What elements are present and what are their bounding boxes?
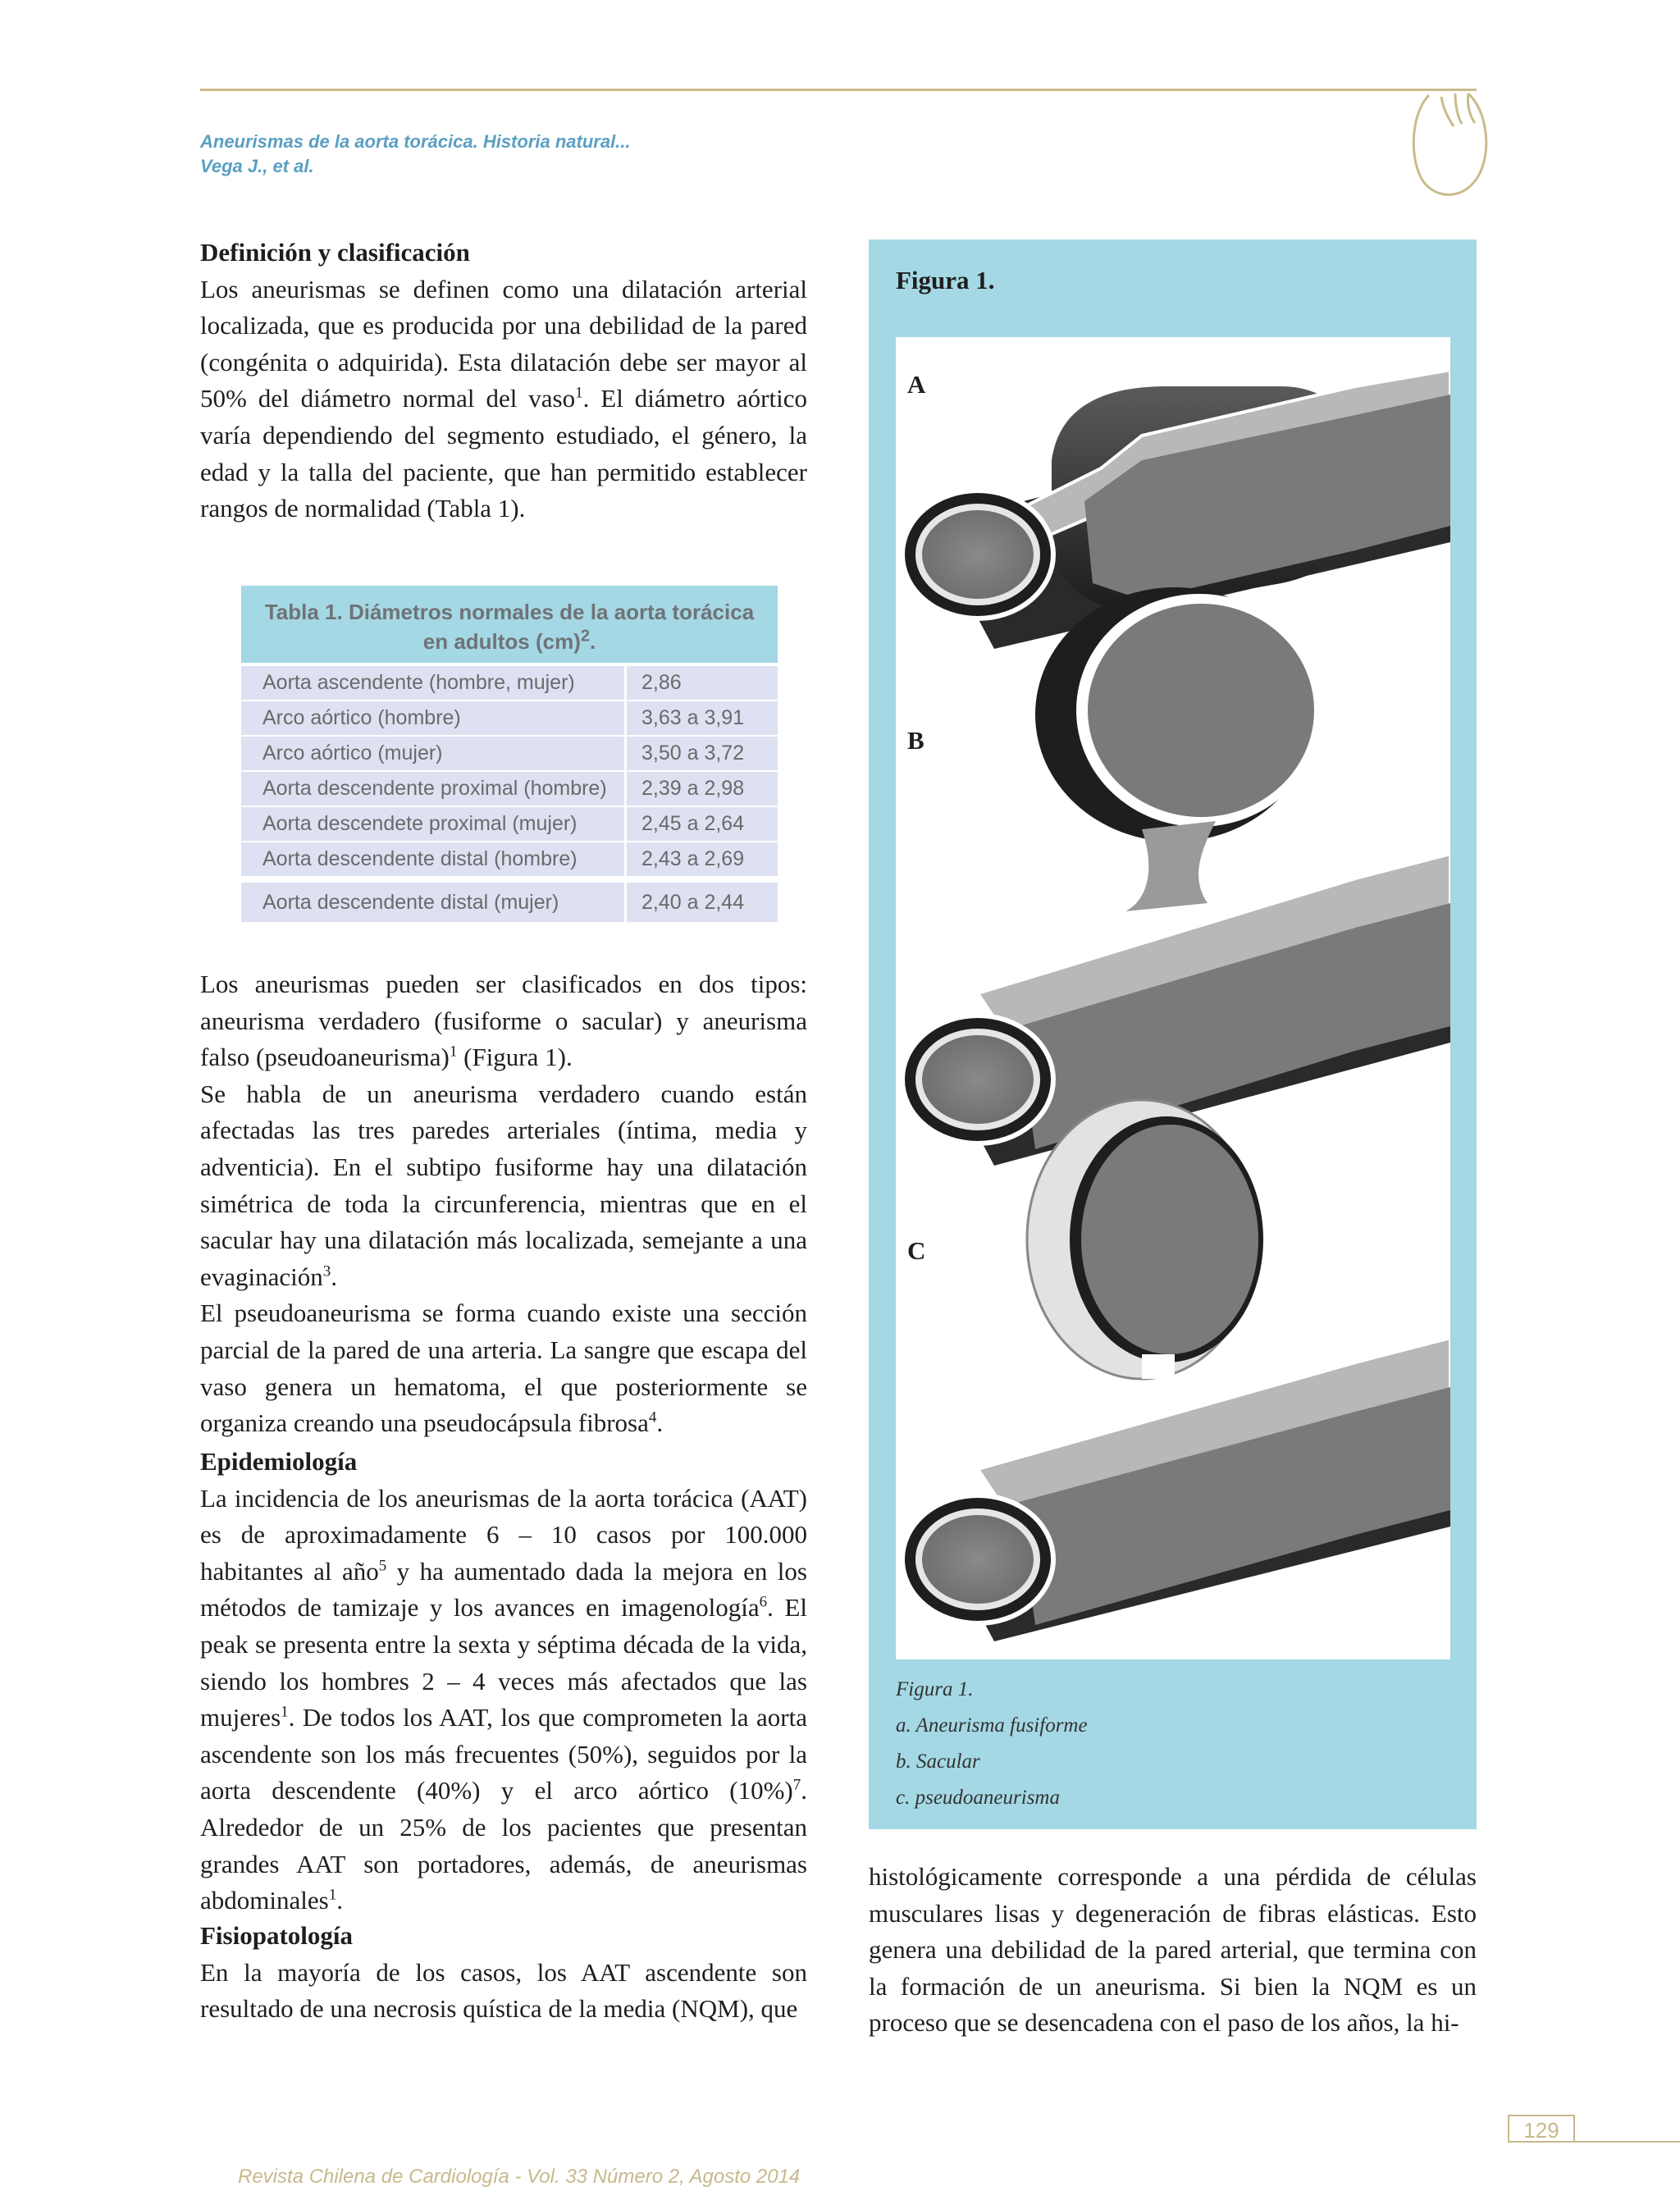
paragraph-fisiopatologia: En la mayoría de los casos, los AAT ascendente son resultado de una necrosis quística de la media (NQM), que	[200, 1957, 807, 2024]
header-rule	[200, 89, 1477, 91]
heading-definicion: Definición y clasificación	[200, 238, 470, 267]
running-authors: Vega J., et al.	[200, 156, 314, 176]
table-1-title: Tabla 1. Diámetros normales de la aorta torácica en adultos (cm)$^2$.	[241, 586, 778, 663]
figure-1-caption: Figura 1. a. Aneurisma fusiforme b. Sacular c. pseudoaneurisma	[896, 1678, 1088, 1809]
running-header	[200, 130, 631, 179]
panel-c-pseudoaneurysm	[902, 1100, 1450, 1641]
footer-rule	[1575, 2141, 1680, 2143]
table-row: Aorta descendete proximal (mujer) 2,45 a 2,64	[241, 807, 778, 842]
table-row: Aorta ascendente (hombre, mujer) 2,86	[241, 666, 778, 701]
heading-fisiopatologia: Fisiopatología	[200, 1921, 354, 1950]
section-definicion	[200, 235, 807, 527]
panel-label-a: A	[907, 370, 926, 399]
running-title: Aneurismas de la aorta torácica. Historia natural...	[200, 131, 631, 152]
panel-label-b: B	[907, 726, 924, 755]
panel-b-saccular	[902, 587, 1450, 1166]
table-row: Aorta descendente proximal (hombre) 2,39 a 2,98	[241, 772, 778, 807]
table-row: Aorta descendente distal (hombre) 2,43 a 2,69	[241, 842, 778, 878]
figure-1-illustration	[896, 337, 1450, 1659]
figure-1-title: Figura 1.	[896, 266, 995, 294]
table-1	[241, 586, 778, 922]
journal-footer: Revista Chilena de Cardiología - Vol. 33 Número 2, Agosto 2014	[238, 2166, 801, 2188]
paragraph-histologia: histológicamente corresponde a una pérdida de células musculares lisas y degeneración de fibras elásticas. Esto genera una debilidad de la pared arterial, que termina con la formación de un aneurisma. Si bien la NQM es un proceso que se desencadena con el paso de los años, la hi-	[869, 1862, 1477, 2038]
heart-logo-icon	[1404, 87, 1493, 202]
section-fisiopatologia-continued	[869, 1859, 1477, 2042]
heading-epidemiologia: Epidemiología	[200, 1447, 358, 1476]
paragraph-verdadero: Se habla de un aneurisma verdadero cuando están afectadas las tres paredes arteriales (íntima, media y adventicia). En el subtipo fusiforme hay una dilatación simétrica de toda la circunferencia, mientras que en el sacular hay una dilatación más localizada, semejante a una evaginación$^3$.	[200, 1079, 807, 1291]
panel-label-c: C	[907, 1236, 926, 1265]
section-fisiopatologia	[200, 1918, 807, 2028]
paragraph-definicion: Los aneurismas se definen como una dilatación arterial localizada, que es producida por una debilidad de la pared (congénita o adquirida). Esta dilatación debe ser mayor al 50% del diámetro normal del vaso$^1$. El diámetro aórtico varía dependiendo del segmento estudiado, el género, la edad y la talla del paciente, que han permitido establecer rangos de normalidad (Tabla 1).	[200, 274, 807, 523]
section-epidemiologia	[200, 1444, 807, 1919]
section-clasificacion	[200, 966, 807, 1442]
paragraph-tipos: Los aneurismas pueden ser clasificados en dos tipos: aneurisma verdadero (fusiforme o sacular) y aneurisma falso (pseudoaneurisma)$^1$ (Figura 1).	[200, 970, 807, 1072]
paragraph-epidemiologia: La incidencia de los aneurismas de la aorta torácica (AAT) es de aproximadamente 6 – 10 casos por 100.000 habitantes al año$^5$ y ha aumentado dada la mejora en los métodos de tamizaje y los avances en imagenología$^6$. El peak se presenta entre la sexta y séptima década de la vida, siendo los hombres 2 – 4 veces más afectados que las mujeres$^1$. De todos los AAT, los que comprometen la aorta ascendente son los más frecuentes (50%), seguidos por la aorta descendente (40%) y el arco aórtico $(10\%)^7$. Alrededor de un 25% de los pacientes que presentan grandes AAT son portadores, además, de aneurismas abdominales$^1$.	[200, 1483, 807, 1915]
paragraph-pseudoaneurisma: El pseudoaneurisma se forma cuando existe una sección parcial de la pared de una arteria. La sangre que escapa del vaso genera un hematoma, el que posteriormente se organiza creando una pseudocápsula fibrosa$^4$.	[200, 1299, 807, 1438]
aneurysm-illustrations	[896, 337, 1450, 1659]
table-row: Arco aórtico (mujer) 3,50 a 3,72	[241, 737, 778, 772]
table-row: Aorta descendente distal (mujer) 2,40 a 2,44	[241, 883, 778, 922]
table-row: Arco aórtico (hombre) 3,63 a 3,91	[241, 701, 778, 737]
page-number: 129	[1508, 2115, 1575, 2143]
